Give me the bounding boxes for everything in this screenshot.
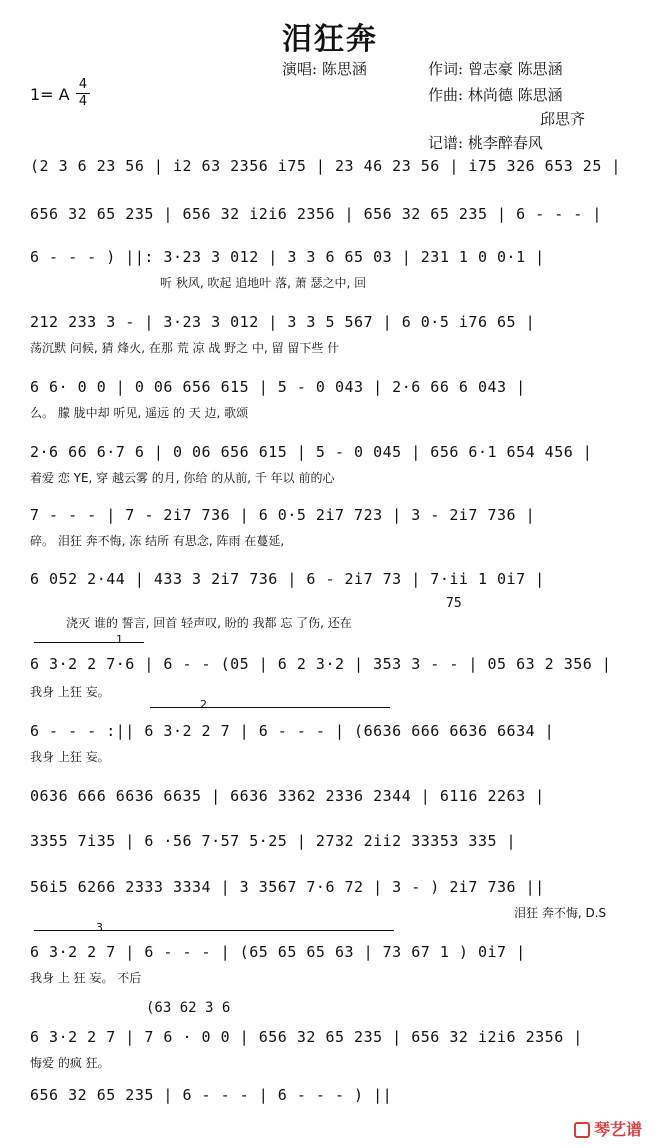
notation-row-12: 3355 7i35 | 6 ·56 7·57 5·25 | 2732 2ii2 33353 335 | — [30, 832, 517, 850]
composer-credit-2: 邱思齐 — [540, 110, 586, 128]
song-title: 泪狂奔 — [282, 22, 378, 57]
notation-row-5: 6 6· 0 0 | 0 06 656 615 | 5 - 0 043 | 2·6 66 6 043 | — [30, 378, 526, 396]
lyrics-row-15: 悔爱 的疯 狂。 — [30, 1056, 110, 1070]
lyrics-row-3: 听 秋风, 吹起 追地叶 落, 萧 瑟之中, 回 — [160, 276, 367, 290]
singer-credit: 演唱: 陈思涵 — [282, 60, 367, 78]
composer-credit: 作曲: 林尚德 陈思涵 — [428, 86, 563, 104]
notation-row-6: 2·6 66 6·7 6 | 0 06 656 615 | 5 - 0 045 | 656 6·1 654 456 | — [30, 443, 593, 461]
lyrics-row-14: 我身 上 狂 妄。 不后 — [30, 971, 142, 985]
lyricist-credit: 作词: 曾志豪 陈思涵 — [428, 60, 563, 78]
notation-row-16: 656 32 65 235 | 6 - - - | 6 - - - ) || — [30, 1086, 393, 1104]
small-notes: (63 62 3 6 — [146, 1000, 231, 1016]
notation-row-10: 6 - - - :|| 6 3·2 2 7 | 6 - - - | (6636 666 6636 6634 | — [30, 722, 555, 740]
notation-row-1: (2 3 6 23 56 | i2 63 2356 i75 | 23 46 23 56 | i75 326 653 25 | — [30, 157, 621, 175]
notation-row-13: 56i5 6266 2333 3334 | 3 3567 7·6 72 | 3 - ) 2i7 736 || — [30, 878, 545, 896]
ending-bracket-1 — [34, 642, 144, 643]
notation-row-11: 0636 666 6636 6635 | 6636 3362 2336 2344 | 6116 2263 | — [30, 787, 545, 805]
triplet-mark: 3 — [96, 921, 103, 934]
notation-row-3: 6 - - - ) ||: 3·23 3 012 | 3 3 6 65 03 | 231 1 0 0·1 | — [30, 248, 545, 266]
notation-row-7: 7 - - - | 7 - 2i7 736 | 6 0·5 2i7 723 | 3 - 2i7 736 | — [30, 506, 536, 524]
logo-text: 琴艺谱 — [593, 1120, 642, 1139]
triplet-bracket — [34, 930, 394, 931]
notation-row-15: 6 3·2 2 7 | 7 6 · 0 0 | 656 32 65 235 | 656 32 i2i6 2356 | — [30, 1028, 583, 1046]
notation-row-2: 656 32 65 235 | 656 32 i2i6 2356 | 656 32 65 235 | 6 - - - | — [30, 205, 602, 223]
time-sig-top: 4 — [78, 77, 88, 92]
lyrics-row-8: 浇灭 谁的 誓言, 回首 轻声叹, 盼的 我都 忘 了伤, 还在 — [66, 616, 352, 630]
time-signature — [76, 78, 90, 109]
ending-number-1: 1 — [116, 633, 123, 646]
key-signature: 1= A — [30, 85, 70, 104]
lyrics-row-5: 么。 朦 胧中却 听见, 遥远 的 天 边, 歌颂 — [30, 406, 249, 420]
transcriber-credit: 记谱: 桃李醉春风 — [428, 134, 543, 152]
lyrics-row-7: 碎。 泪狂 奔不悔, 冻 结所 有思念, 阵雨 在蔓延, — [30, 534, 285, 548]
ending-number-2: 2 — [200, 698, 207, 711]
ending-bracket-2 — [150, 707, 390, 708]
lyrics-row-13: 泪狂 奔不悔, D.S — [514, 906, 607, 920]
site-logo — [574, 1117, 642, 1140]
lyrics-row-4: 荡沉默 问候, 猜 烽火, 在那 荒 凉 战 野之 中, 留 留下些 什 — [30, 341, 340, 355]
time-sig-bottom: 4 — [78, 94, 88, 109]
notation-row-9: 6 3·2 2 7·6 | 6 - - (05 | 6 2 3·2 | 353 3 - - | 05 63 2 356 | — [30, 655, 612, 673]
notation-row-4: 212 233 3 - | 3·23 3 012 | 3 3 5 567 | 6 0·5 i76 65 | — [30, 313, 536, 331]
logo-icon — [574, 1122, 590, 1138]
lyrics-row-6: 着爱 恋 YE, 穿 越云雾 的月, 你给 的从前, 千 年以 前的心 — [30, 471, 335, 485]
alt-notes-75: 75 — [446, 596, 462, 611]
notation-row-14: 6 3·2 2 7 | 6 - - - | (65 65 65 63 | 73 67 1 ) 0i7 | — [30, 943, 526, 961]
lyrics-row-9: 我身 上狂 妄。 — [30, 685, 110, 699]
notation-row-8: 6 052 2·44 | 433 3 2i7 736 | 6 - 2i7 73 | 7·ii 1 0i7 | — [30, 570, 545, 588]
lyrics-row-10: 我身 上狂 妄。 — [30, 750, 110, 764]
